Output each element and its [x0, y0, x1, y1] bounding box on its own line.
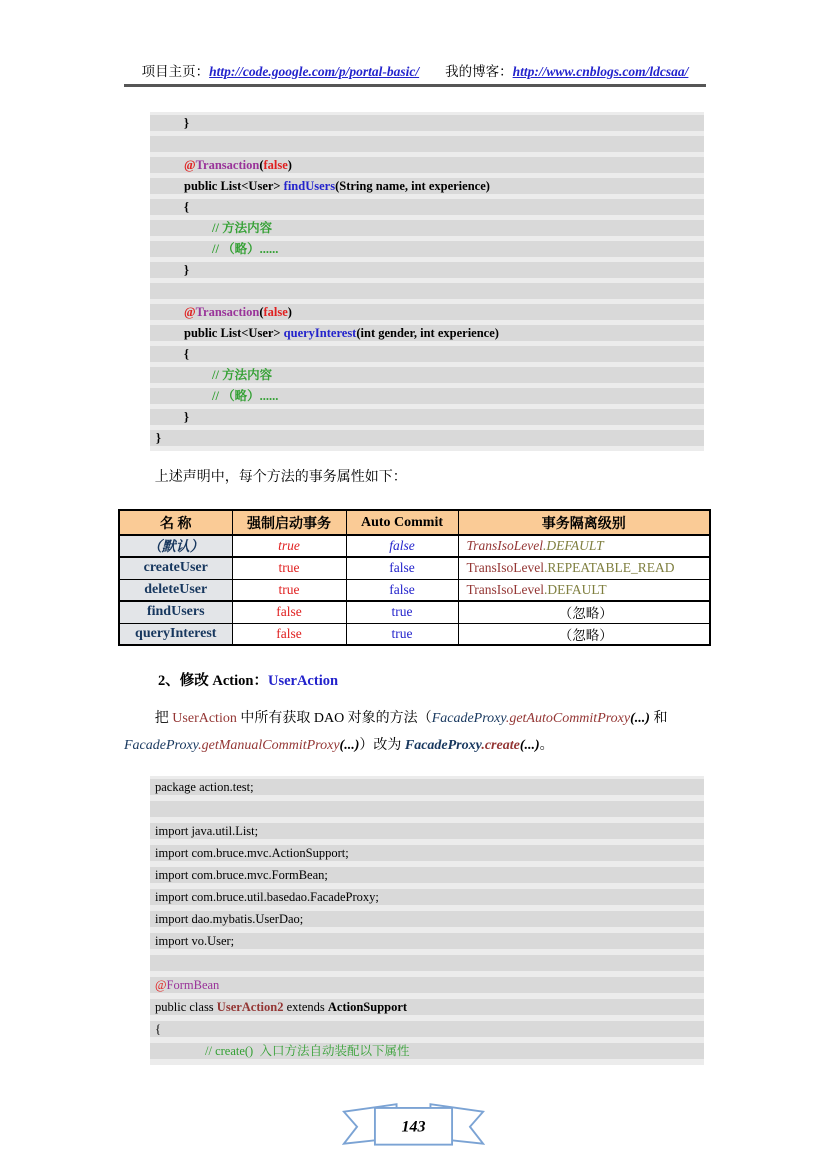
- code-token: findUsers: [283, 179, 336, 193]
- code-line: [150, 779, 704, 795]
- code-token: {: [155, 1022, 161, 1036]
- cell-method-name: createUser: [119, 557, 232, 579]
- code-token: public class: [155, 1000, 217, 1014]
- code-token: 。: [539, 738, 554, 753]
- blog-link[interactable]: http://www.cnblogs.com/ldcsaa/: [512, 64, 689, 79]
- code-line: [150, 1021, 704, 1037]
- code-token: ): [287, 305, 292, 319]
- table-header-2: Auto Commit: [346, 510, 458, 535]
- code-token: TransIsoLevel: [466, 560, 544, 576]
- code-token: UserAction2: [216, 1000, 284, 1014]
- code-token: .DEFAULT: [544, 581, 607, 597]
- table-row: [119, 623, 710, 645]
- code-token: .REPEATABLE_READ: [544, 560, 675, 576]
- code-line: [150, 845, 704, 861]
- code-line: [150, 889, 704, 905]
- cell-auto-commit: false: [346, 557, 458, 579]
- home-link[interactable]: http://code.google.com/p/portal-basic/: [209, 64, 420, 79]
- code-token: (...): [519, 738, 540, 753]
- cell-method-name: （默认）: [119, 535, 232, 557]
- page-header: [124, 60, 706, 80]
- code-line: [150, 199, 704, 215]
- code-line: [150, 911, 704, 927]
- cell-force-transaction: false: [232, 601, 346, 623]
- cell-auto-commit: false: [346, 535, 458, 557]
- code-token: （忽略）: [558, 606, 613, 622]
- code-token: package action.test;: [155, 780, 254, 794]
- cell-isolation-level: [458, 557, 710, 579]
- code-token: 中所有获取 DAO 对象的方法（: [236, 711, 432, 726]
- code-token: {: [184, 200, 189, 214]
- table-header-row: [119, 510, 710, 535]
- code-token: import java.util.List;: [155, 824, 259, 838]
- cell-method-name: deleteUser: [119, 579, 232, 601]
- home-label: 项目主页：: [141, 64, 210, 79]
- code-token: }: [184, 116, 189, 130]
- intro-text: 上述声明中，每个方法的事务属性如下：: [154, 470, 407, 485]
- code-line: [150, 325, 704, 341]
- code-token: 和: [649, 711, 668, 726]
- cell-isolation-level: [458, 579, 710, 601]
- code-token: （忽略）: [558, 627, 613, 643]
- blog-label: 我的博客：: [445, 64, 513, 79]
- table-row: [119, 535, 710, 557]
- cell-method-name: queryInterest: [119, 623, 232, 645]
- code-line: [150, 283, 704, 299]
- code-token: }: [184, 410, 189, 424]
- code-line: [150, 136, 704, 152]
- code-token: (String name, int experience): [335, 179, 490, 193]
- code-token: extends: [283, 1000, 328, 1014]
- section-heading-link-useraction[interactable]: UserAction: [267, 673, 339, 689]
- code-token: (: [259, 305, 264, 319]
- cell-isolation-level: [458, 535, 710, 557]
- code-line: [150, 999, 704, 1015]
- cell-method-name: findUsers: [119, 601, 232, 623]
- code-token: (: [259, 158, 264, 172]
- code-line: [150, 304, 704, 320]
- code-token: queryInterest: [283, 326, 357, 340]
- code-block-dao-interface: [150, 112, 704, 451]
- code-token: FacadeProxy: [404, 738, 482, 753]
- section-heading-prefix: 2、修改 Action：: [158, 673, 268, 689]
- code-token: UserAction: [172, 711, 237, 726]
- code-token: ): [287, 158, 292, 172]
- code-token: import com.bruce.util.basedao.FacadeProxy;: [155, 890, 379, 904]
- code-token: TransIsoLevel: [466, 581, 544, 597]
- code-token: import vo.User;: [155, 934, 235, 948]
- code-token: public List<User>: [184, 326, 284, 340]
- code-line: [150, 430, 704, 446]
- code-token: FormBean: [166, 978, 220, 992]
- cell-auto-commit: true: [346, 601, 458, 623]
- code-token: 把: [154, 711, 173, 726]
- code-token: @: [155, 978, 167, 992]
- code-token: // （略）......: [212, 389, 279, 403]
- code-block-useraction2: [150, 776, 704, 1065]
- code-line: [150, 178, 704, 194]
- code-token: (...): [339, 738, 360, 753]
- code-line: [150, 262, 704, 278]
- code-token: @: [184, 158, 196, 172]
- code-line: [150, 157, 704, 173]
- table-row: [119, 601, 710, 623]
- code-line: [150, 367, 704, 383]
- code-token: Transaction: [195, 305, 260, 319]
- code-token: .getManualCommitProxy: [198, 738, 340, 753]
- cell-isolation-level: [458, 601, 710, 623]
- code-token: import com.bruce.mvc.FormBean;: [155, 868, 328, 882]
- code-token: (int gender, int experience): [356, 326, 499, 340]
- table-header-1: 强制启动事务: [232, 510, 346, 535]
- cell-force-transaction: false: [232, 623, 346, 645]
- transaction-table: [118, 509, 711, 646]
- code-token: // 方法内容: [212, 368, 273, 382]
- code-token: false: [263, 158, 288, 172]
- table-row: [119, 579, 710, 601]
- table-header-3: 事务隔离级别: [458, 510, 710, 535]
- cell-force-transaction: true: [232, 579, 346, 601]
- code-token: @: [184, 305, 196, 319]
- code-line: [150, 977, 704, 993]
- cell-force-transaction: true: [232, 535, 346, 557]
- code-line: [150, 823, 704, 839]
- cell-auto-commit: false: [346, 579, 458, 601]
- table-row: [119, 557, 710, 579]
- code-line: [150, 388, 704, 404]
- code-line: [150, 409, 704, 425]
- paragraph-line: [124, 705, 708, 732]
- code-token: ActionSupport: [327, 1000, 408, 1014]
- code-line: [150, 801, 704, 817]
- page-number: 143: [401, 1118, 426, 1136]
- code-line: [150, 115, 704, 131]
- cell-auto-commit: true: [346, 623, 458, 645]
- paragraph-line: [124, 732, 708, 759]
- code-token: ）改为: [359, 738, 405, 753]
- code-token: .DEFAULT: [543, 538, 604, 553]
- code-token: }: [184, 263, 189, 277]
- header-rule: [124, 84, 706, 87]
- code-token: }: [156, 431, 161, 445]
- cell-force-transaction: true: [232, 557, 346, 579]
- page-ribbon: [342, 1099, 485, 1147]
- code-line: [150, 241, 704, 257]
- code-line: [150, 933, 704, 949]
- code-line: [150, 346, 704, 362]
- body-paragraph: [124, 705, 708, 759]
- table-header-0: 名 称: [119, 510, 232, 535]
- code-token: // 方法内容: [212, 221, 273, 235]
- code-token: // create(): [205, 1044, 254, 1058]
- code-token: // （略）......: [212, 242, 279, 256]
- cell-isolation-level: [458, 623, 710, 645]
- code-token: (...): [630, 711, 650, 726]
- code-token: import dao.mybatis.UserDao;: [155, 912, 304, 926]
- code-token: FacadeProxy: [124, 738, 199, 753]
- code-line: [150, 867, 704, 883]
- code-token: public List<User>: [184, 179, 284, 193]
- section-heading: [158, 669, 338, 690]
- ribbon-icon: [342, 1099, 485, 1147]
- code-line: [150, 955, 704, 971]
- code-token: .create: [481, 738, 520, 753]
- code-token: .getAutoCommitProxy: [505, 711, 631, 726]
- code-token: import com.bruce.mvc.ActionSupport;: [155, 846, 349, 860]
- code-token: 入口方法自动装配以下属性: [253, 1044, 410, 1058]
- code-token: {: [184, 347, 189, 361]
- code-token: FacadeProxy: [431, 711, 506, 726]
- code-line: [150, 220, 704, 236]
- code-token: false: [263, 305, 288, 319]
- code-token: Transaction: [195, 158, 260, 172]
- code-line: [150, 1043, 704, 1059]
- code-token: TransIsoLevel: [466, 538, 544, 553]
